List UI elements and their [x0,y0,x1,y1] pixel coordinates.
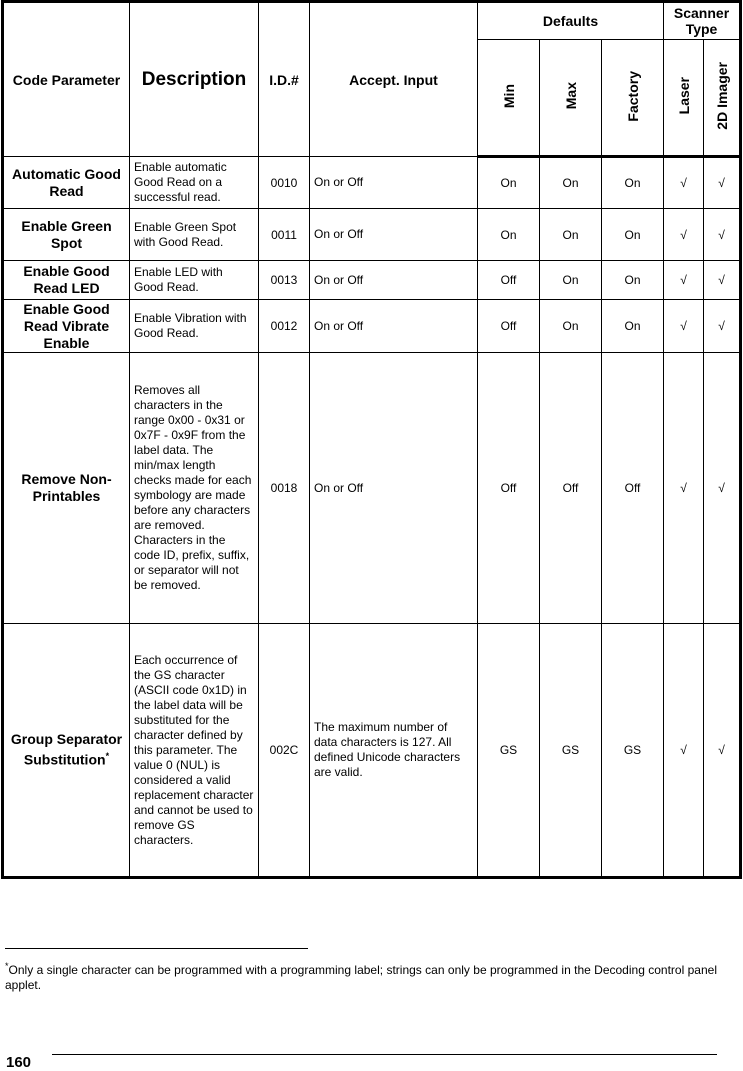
imager-check: √ [704,353,741,624]
accept-input-cell: On or Off [310,300,478,353]
imager-check: √ [704,209,741,261]
header-code-parameter: Code Parameter [3,2,130,157]
header-description: Description [130,2,259,157]
header-scanner-type: Scanner Type [664,2,741,40]
min-cell: Off [478,300,540,353]
laser-check: √ [664,261,704,300]
footnote-mark: * [105,751,110,762]
table-row [3,157,741,209]
footnote [5,959,717,993]
code-parameter-table [1,0,742,879]
description-cell: Enable Vibration with Good Read. [130,300,259,353]
id-cell: 0011 [259,209,310,261]
imager-check: √ [704,624,741,878]
laser-check: √ [664,300,704,353]
factory-cell: On [602,209,664,261]
code-parameter-cell: Enable Green Spot [3,209,130,261]
laser-check: √ [664,157,704,209]
accept-input-cell: On or Off [310,157,478,209]
code-parameter-cell [3,624,130,878]
id-cell: 0018 [259,353,310,624]
header-min: Min [478,40,540,157]
header-laser: Laser [664,40,704,157]
accept-input-cell: The maximum number of data characters is 127. All defined Unicode characters are valid. [310,624,478,878]
imager-check: √ [704,261,741,300]
factory-cell: On [602,300,664,353]
min-cell: Off [478,261,540,300]
factory-cell: On [602,157,664,209]
max-cell: On [540,300,602,353]
factory-cell: On [602,261,664,300]
header-defaults: Defaults [478,2,664,40]
max-cell: GS [540,624,602,878]
table-row [3,300,741,353]
footnote-divider [5,948,308,949]
id-cell: 002C [259,624,310,878]
description-cell: Each occurrence of the GS character (ASCII code 0x1D) in the label data will be substituted for the character defined by this parameter. The value 0 (NUL) is considered a valid replacement character and cannot be used to remove GS characters. [130,624,259,878]
table-row [3,624,741,878]
id-cell: 0013 [259,261,310,300]
footnote-text: Only a single character can be programmed with a programming label; strings can only be programmed in the Decoding control panel applet. [5,963,717,992]
header-accept-input: Accept. Input [310,2,478,157]
page-number: 160 [6,1054,32,1071]
header-factory: Factory [602,40,664,157]
accept-input-cell: On or Off [310,261,478,300]
code-parameter-cell: Automatic Good Read [3,157,130,209]
min-cell: Off [478,353,540,624]
min-cell: On [478,209,540,261]
imager-check: √ [704,157,741,209]
max-cell: On [540,209,602,261]
description-cell: Enable LED with Good Read. [130,261,259,300]
description-cell: Enable automatic Good Read on a successful read. [130,157,259,209]
description-cell: Enable Green Spot with Good Read. [130,209,259,261]
laser-check: √ [664,624,704,878]
laser-check: √ [664,353,704,624]
footnote-mark: * [5,961,9,971]
accept-input-cell: On or Off [310,353,478,624]
table-row [3,209,741,261]
header-2d-imager: 2D Imager [704,40,741,157]
code-parameter-cell: Enable Good Read Vibrate Enable [3,300,130,353]
laser-check: √ [664,209,704,261]
id-cell: 0012 [259,300,310,353]
header-max: Max [540,40,602,157]
page-footer-rule [52,1054,717,1055]
description-cell: Removes all characters in the range 0x00 - 0x31 or 0x7F - 0x9F from the label data. The min/max length checks made for each symbology are made before any characters are removed. Characters in the code ID, prefix, suffix, or separator will not be removed. [130,353,259,624]
min-cell: GS [478,624,540,878]
table-row [3,261,741,300]
accept-input-cell: On or Off [310,209,478,261]
min-cell: On [478,157,540,209]
factory-cell: GS [602,624,664,878]
code-parameter-cell: Enable Good Read LED [3,261,130,300]
max-cell: On [540,261,602,300]
header-id: I.D.# [259,2,310,157]
code-parameter-text: Group Separator Substitution [10,731,123,768]
max-cell: On [540,157,602,209]
table-row [3,353,741,624]
factory-cell: Off [602,353,664,624]
id-cell: 0010 [259,157,310,209]
imager-check: √ [704,300,741,353]
code-parameter-cell: Remove Non-Printables [3,353,130,624]
max-cell: Off [540,353,602,624]
